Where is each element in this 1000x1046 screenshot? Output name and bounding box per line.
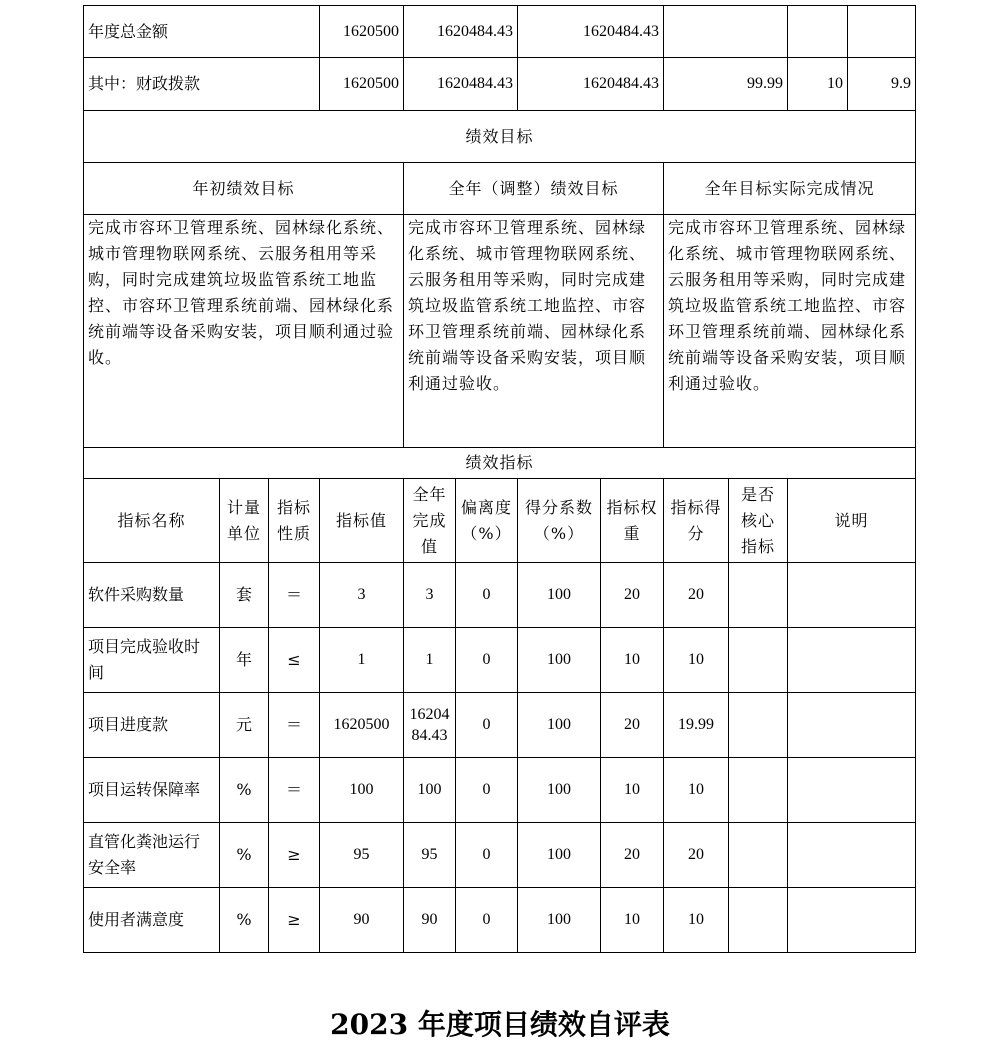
page-title: 2023 年度项目绩效自评表 bbox=[330, 1008, 670, 1041]
indicator-nature: ≤ bbox=[269, 628, 320, 693]
indicator-score: 10 bbox=[664, 628, 729, 693]
indicator-target: 100 bbox=[320, 758, 404, 823]
indicator-note bbox=[788, 693, 916, 758]
indicator-unit: % bbox=[220, 758, 269, 823]
goals-header-row bbox=[84, 163, 916, 215]
indicator-score: 20 bbox=[664, 823, 729, 888]
header-actual: 全年完成值 bbox=[404, 479, 456, 563]
goals-title-row bbox=[84, 111, 916, 163]
indicator-actual: 1 bbox=[404, 628, 456, 693]
header-weight: 指标权重 bbox=[601, 479, 664, 563]
indicator-deviation: 0 bbox=[456, 823, 518, 888]
budget-rate: 99.99 bbox=[664, 58, 788, 111]
indicator-coefficient: 100 bbox=[518, 823, 601, 888]
budget-executed: 1620484.43 bbox=[518, 6, 664, 58]
indicator-deviation: 0 bbox=[456, 888, 518, 953]
indicator-score: 20 bbox=[664, 563, 729, 628]
header-core: 是否核心指标 bbox=[729, 479, 788, 563]
indicator-core bbox=[729, 628, 788, 693]
header-coefficient: 得分系数（%） bbox=[518, 479, 601, 563]
indicator-core bbox=[729, 888, 788, 953]
indicator-deviation: 0 bbox=[456, 758, 518, 823]
table-row bbox=[84, 628, 916, 693]
indicator-nature: ＝ bbox=[269, 563, 320, 628]
indicator-coefficient: 100 bbox=[518, 758, 601, 823]
indicator-name: 软件采购数量 bbox=[84, 563, 220, 628]
goals-adjusted-text: 完成市容环卫管理系统、园林绿化系统、城市管理物联网系统、云服务租用等采购，同时完成建筑垃圾监管系统工地监控、市容环卫管理系统前端、园林绿化系统前端等设备采购安装，项目顺利通过验收。 bbox=[404, 215, 664, 448]
indicator-core bbox=[729, 563, 788, 628]
goals-section-title: 绩效目标 bbox=[84, 111, 916, 163]
goals-text-row bbox=[84, 215, 916, 448]
indicator-deviation: 0 bbox=[456, 563, 518, 628]
indicator-name: 项目完成验收时间 bbox=[84, 628, 220, 693]
indicator-weight: 20 bbox=[601, 563, 664, 628]
header-deviation: 偏离度（%） bbox=[456, 479, 518, 563]
header-unit: 计量单位 bbox=[220, 479, 269, 563]
indicator-score: 19.99 bbox=[664, 693, 729, 758]
budget-adjusted: 1620484.43 bbox=[404, 6, 518, 58]
indicator-name: 项目进度款 bbox=[84, 693, 220, 758]
indicator-note bbox=[788, 758, 916, 823]
indicator-unit: 年 bbox=[220, 628, 269, 693]
goals-initial-text: 完成市容环卫管理系统、园林绿化系统、城市管理物联网系统、云服务租用等采购，同时完成建筑垃圾监管系统工地监控、市容环卫管理系统前端、园林绿化系统前端等设备采购安装，项目顺利通过验收。 bbox=[84, 215, 404, 448]
header-name: 指标名称 bbox=[84, 479, 220, 563]
indicator-weight: 10 bbox=[601, 758, 664, 823]
indicator-weight: 20 bbox=[601, 693, 664, 758]
indicator-coefficient: 100 bbox=[518, 628, 601, 693]
budget-label: 其中：财政拨款 bbox=[84, 58, 320, 111]
goals-adjusted-header: 全年（调整）绩效目标 bbox=[404, 163, 664, 215]
table-row bbox=[84, 888, 916, 953]
indicator-score: 10 bbox=[664, 888, 729, 953]
indicator-actual: 100 bbox=[404, 758, 456, 823]
indicator-name: 直管化粪池运行安全率 bbox=[84, 823, 220, 888]
table-row bbox=[84, 563, 916, 628]
indicator-actual: 3 bbox=[404, 563, 456, 628]
budget-plan: 1620500 bbox=[320, 58, 404, 111]
indicator-actual: 95 bbox=[404, 823, 456, 888]
indicator-target: 3 bbox=[320, 563, 404, 628]
budget-row-total bbox=[84, 6, 916, 58]
indicator-nature: ＝ bbox=[269, 693, 320, 758]
indicator-target: 95 bbox=[320, 823, 404, 888]
indicator-unit: 套 bbox=[220, 563, 269, 628]
indicator-core bbox=[729, 693, 788, 758]
budget-label: 年度总金额 bbox=[84, 6, 320, 58]
indicator-core bbox=[729, 823, 788, 888]
indicator-weight: 10 bbox=[601, 628, 664, 693]
indicator-weight: 10 bbox=[601, 888, 664, 953]
budget-score bbox=[848, 6, 916, 58]
indicator-unit: % bbox=[220, 823, 269, 888]
indicator-actual: 90 bbox=[404, 888, 456, 953]
header-score: 指标得分 bbox=[664, 479, 729, 563]
indicator-target: 1 bbox=[320, 628, 404, 693]
indicator-score: 10 bbox=[664, 758, 729, 823]
indicators-section-title: 绩效指标 bbox=[84, 448, 916, 479]
indicator-note bbox=[788, 563, 916, 628]
indicator-nature: ≥ bbox=[269, 823, 320, 888]
indicator-target: 90 bbox=[320, 888, 404, 953]
indicators-title-row bbox=[84, 448, 916, 479]
indicator-nature: ＝ bbox=[269, 758, 320, 823]
indicator-note bbox=[788, 628, 916, 693]
goals-actual-header: 全年目标实际完成情况 bbox=[664, 163, 916, 215]
indicator-unit: % bbox=[220, 888, 269, 953]
header-target: 指标值 bbox=[320, 479, 404, 563]
indicator-coefficient: 100 bbox=[518, 888, 601, 953]
budget-rate bbox=[664, 6, 788, 58]
indicators-header-row bbox=[84, 479, 916, 563]
goals-actual-text: 完成市容环卫管理系统、园林绿化系统、城市管理物联网系统、云服务租用等采购，同时完成建筑垃圾监管系统工地监控、市容环卫管理系统前端、园林绿化系统前端等设备采购安装，项目顺利通过验收。 bbox=[664, 215, 916, 448]
indicator-target: 1620500 bbox=[320, 693, 404, 758]
indicator-coefficient: 100 bbox=[518, 563, 601, 628]
indicator-unit: 元 bbox=[220, 693, 269, 758]
indicator-note bbox=[788, 888, 916, 953]
budget-score: 9.9 bbox=[848, 58, 916, 111]
indicator-weight: 20 bbox=[601, 823, 664, 888]
header-note: 说明 bbox=[788, 479, 916, 563]
budget-adjusted: 1620484.43 bbox=[404, 58, 518, 111]
indicator-coefficient: 100 bbox=[518, 693, 601, 758]
performance-table bbox=[83, 5, 916, 953]
indicator-name: 项目运转保障率 bbox=[84, 758, 220, 823]
table-row bbox=[84, 758, 916, 823]
budget-row-fiscal bbox=[84, 58, 916, 111]
indicator-note bbox=[788, 823, 916, 888]
goals-initial-header: 年初绩效目标 bbox=[84, 163, 404, 215]
indicator-core bbox=[729, 758, 788, 823]
budget-plan: 1620500 bbox=[320, 6, 404, 58]
table-row bbox=[84, 693, 916, 758]
budget-executed: 1620484.43 bbox=[518, 58, 664, 111]
indicator-deviation: 0 bbox=[456, 628, 518, 693]
table-row bbox=[84, 823, 916, 888]
indicator-name: 使用者满意度 bbox=[84, 888, 220, 953]
budget-weight: 10 bbox=[788, 58, 848, 111]
budget-weight bbox=[788, 6, 848, 58]
indicator-actual: 1620484.43 bbox=[404, 693, 456, 758]
header-nature: 指标性质 bbox=[269, 479, 320, 563]
indicator-deviation: 0 bbox=[456, 693, 518, 758]
indicator-nature: ≥ bbox=[269, 888, 320, 953]
